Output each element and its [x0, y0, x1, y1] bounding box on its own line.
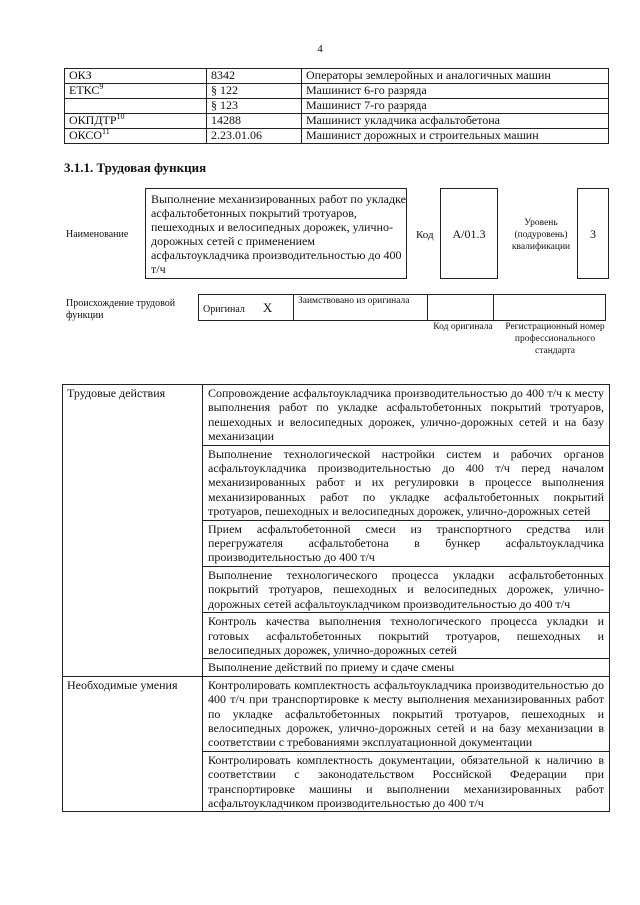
detail-item: Выполнение технологического процесса укладки асфальтобетонных покрытий тротуаров, пешеходных и велосипедных дорожек, улично-дорожных сетей асфальтоукладчиком производительностью до 400 т/ч — [203, 566, 610, 612]
origin-label: Происхождение трудовой функции — [66, 298, 176, 321]
original-mark: X — [262, 299, 273, 315]
footnote-ref: 10 — [116, 112, 125, 121]
classifier-code: § 123 — [207, 99, 302, 114]
qualification-level-value: 3 — [577, 188, 609, 279]
footnote-ref: 11 — [102, 127, 110, 136]
section-label: Трудовые действия — [63, 385, 203, 677]
classifier-code: § 122 — [207, 84, 302, 99]
detail-row — [63, 676, 610, 751]
detail-row — [63, 385, 610, 446]
detail-item: Выполнение технологической настройки систем и рабочих органов асфальтоукладчика производительностью до 400 т/ч перед началом механизированных работ и их регулировки в процессе выполнения механизированных работ по укладке асфальтобетонных покрытий тротуаров, пешеходных и велосипедных дорожек, улично-дорожных сетей — [203, 445, 610, 520]
borrowed-cell: Заимствовано из оригинала — [294, 295, 428, 321]
original-code-cell — [428, 295, 494, 321]
classifier-name-text: ОКЗ — [69, 68, 92, 82]
classifier-title: Машинист 7-го разряда — [302, 99, 609, 114]
classifier-name — [65, 69, 207, 84]
classification-row — [65, 69, 609, 84]
original-cell — [199, 295, 294, 321]
section-label: Необходимые умения — [63, 676, 203, 812]
naming-label: Наименование — [66, 229, 129, 240]
section-title: 3.1.1. Трудовая функция — [64, 160, 207, 175]
function-name-box: Выполнение механизированных работ по укладке асфальтобетонных покрытий тротуаров, пешеходных и велосипедных дорожек, улично-дорожных сетей с применением асфальтоукладчика производительностью до 400 т/ч — [145, 188, 407, 279]
classifier-name-text: ЕТКС — [69, 83, 100, 97]
function-details-table — [62, 384, 610, 812]
original-label: Оригинал — [203, 303, 245, 315]
page-number: 4 — [317, 43, 323, 55]
classification-row — [65, 99, 609, 114]
detail-item: Контролировать комплектность документации, обязательной к наличию в соответствии с законодательством Российской Федерации при транспортировке машины и выполнении механизированных работ асфальтоукладчиком производительностью до 400 т/ч — [203, 751, 610, 812]
registration-number-label: Регистрационный номер профессионального стандарта — [505, 322, 605, 356]
classifier-code: 8342 — [207, 69, 302, 84]
classifier-name-text: ОКСО — [69, 128, 103, 142]
classification-row — [65, 129, 609, 144]
classifier-title: Машинист 6-го разряда — [302, 84, 609, 99]
classifier-name — [65, 114, 207, 129]
origin-table — [198, 294, 606, 321]
classifier-title: Машинист дорожных и строительных машин — [302, 129, 609, 144]
detail-item: Контроль качества выполнения технологического процесса укладки и готовых асфальтобетонных покрытий тротуаров, пешеходных и велосипедных дорожек, улично-дорожных сетей — [203, 613, 610, 659]
classifier-code: 2.23.01.06 — [207, 129, 302, 144]
classifier-title: Операторы землеройных и аналогичных машин — [302, 69, 609, 84]
detail-item: Прием асфальтобетонной смеси из транспортного средства или перегружателя асфальтобетона в бункер асфальтоукладчика производительностью до 400 т/ч — [203, 520, 610, 566]
detail-item: Контролировать комплектность асфальтоукладчика производительностью до 400 т/ч при транспортировке к месту выполнения механизированных работ по укладке асфальтобетонных покрытий тротуаров, пешеходных и велосипедных дорожек, улично-дорожных сетей и на базу механизации в соответствии с требованиями эксплуатационной документации — [203, 676, 610, 751]
classification-row — [65, 114, 609, 129]
classifier-name-text: ОКПДТР — [69, 113, 117, 127]
classification-row — [65, 84, 609, 99]
original-code-label: Код оригинала — [433, 322, 493, 332]
classifier-title: Машинист укладчика асфальтобетона — [302, 114, 609, 129]
classifier-code: 14288 — [207, 114, 302, 129]
detail-item: Выполнение действий по приему и сдаче смены — [203, 659, 610, 676]
classification-table — [64, 68, 609, 144]
code-value: A/01.3 — [440, 188, 498, 279]
registration-number-cell — [494, 295, 606, 321]
classifier-name — [65, 99, 207, 114]
qualification-level-label: Уровень (подуровень) квалификации — [511, 218, 571, 252]
footnote-ref: 9 — [99, 82, 104, 91]
classifier-name — [65, 84, 207, 99]
classifier-name — [65, 129, 207, 144]
detail-item: Сопровождение асфальтоукладчика производительностью до 400 т/ч к месту выполнения работ по укладке асфальтобетонных покрытий тротуаров, пешеходных и велосипедных дорожек, улично-дорожных сетей и на базу механизации — [203, 385, 610, 446]
code-label: Код — [416, 229, 434, 241]
